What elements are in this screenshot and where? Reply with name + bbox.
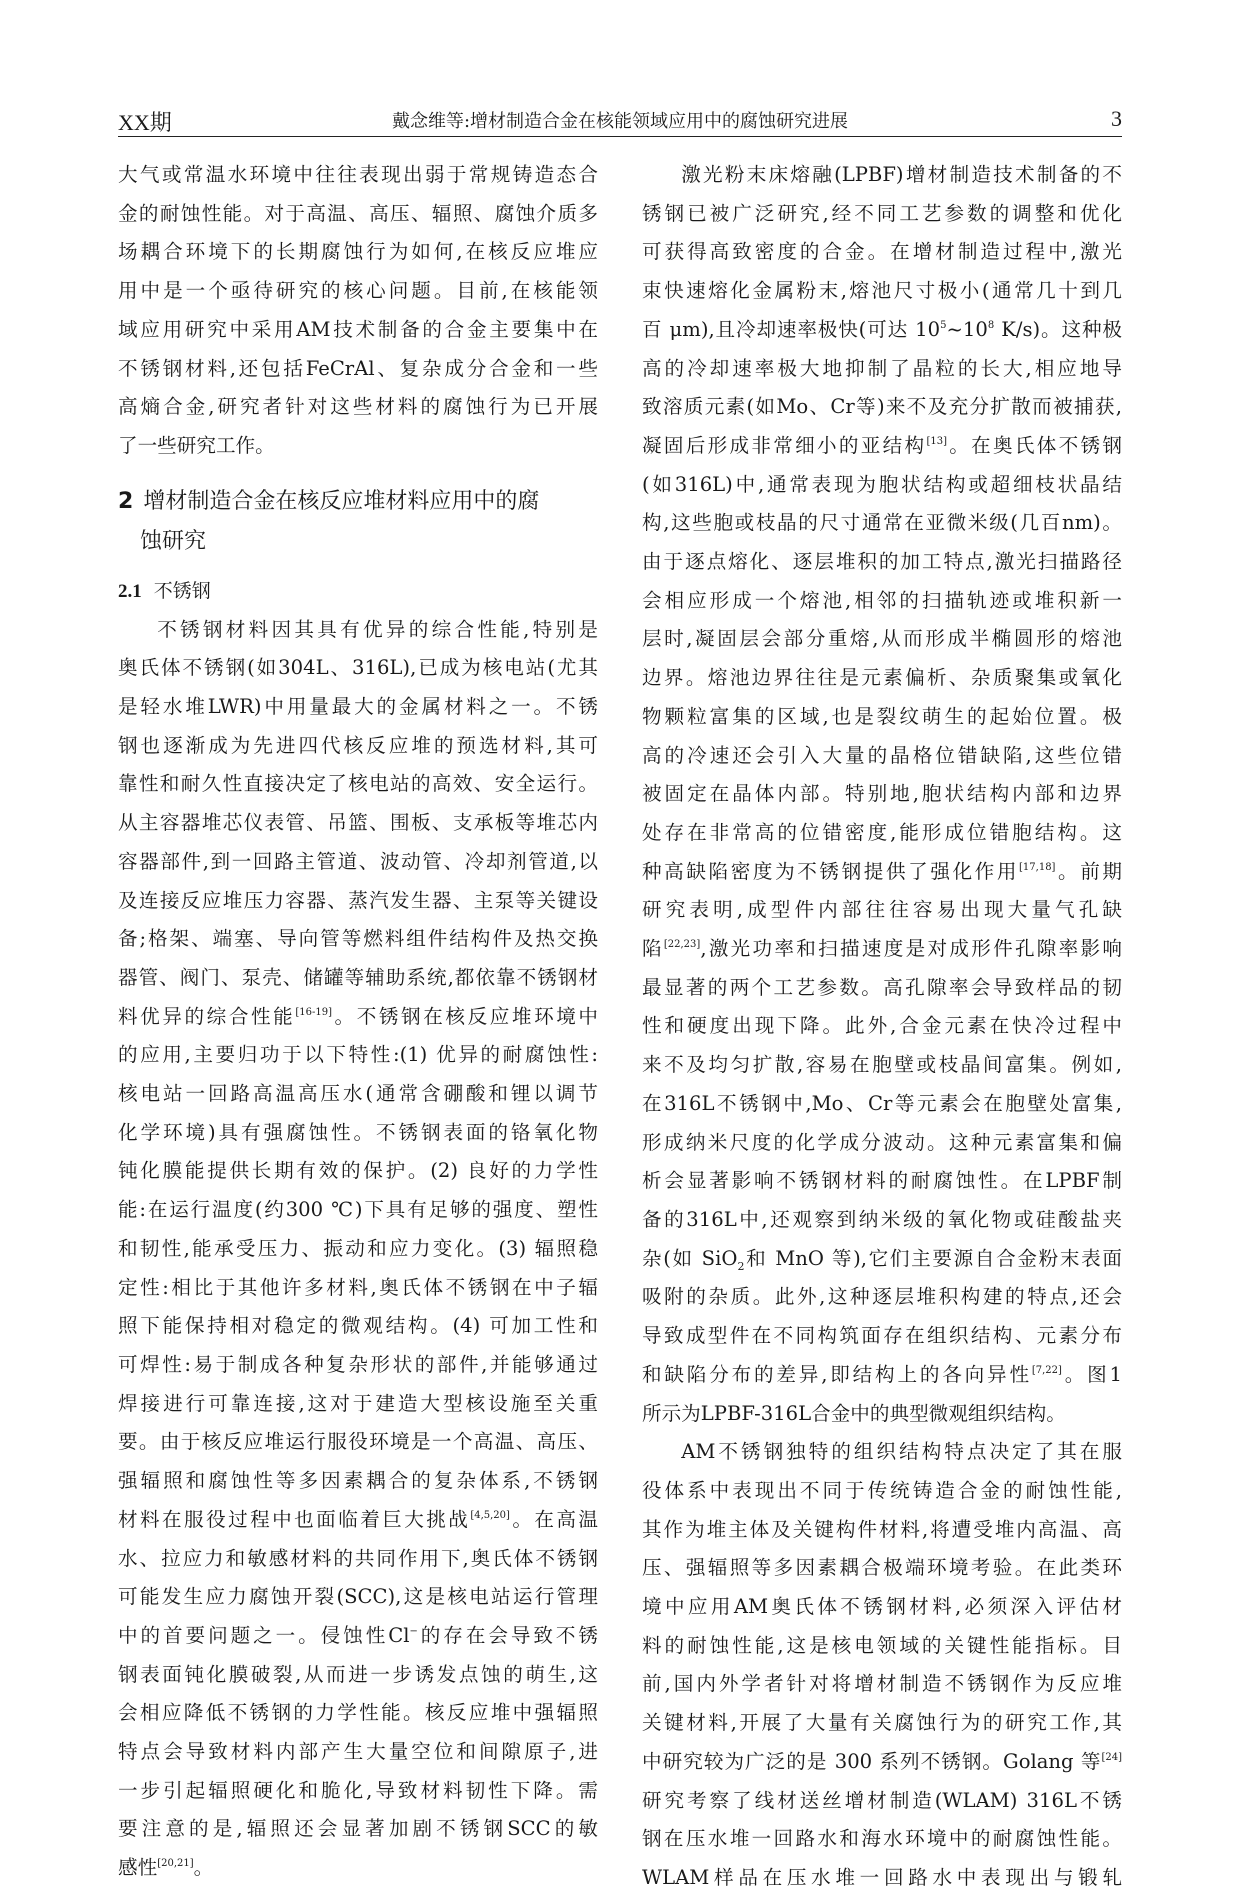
text-line: 吸附的杂质。此外,这种逐层堆积构建的特点,还会 <box>642 1285 1122 1309</box>
text-line: 关键材料,开展了大量有关腐蚀行为的研究工作,其 <box>642 1711 1122 1735</box>
text-line: 料的耐蚀性能,这是核电领域的关键性能指标。目 <box>642 1633 1122 1657</box>
citation: [17,18] <box>1019 861 1056 873</box>
text-line: 可能发生应力腐蚀开裂(SCC),这是核电站运行管理 <box>118 1585 598 1609</box>
text-line: 形成纳米尺度的化学成分波动。这种元素富集和偏 <box>642 1130 1122 1154</box>
text-line: 构,这些胞或枝晶的尺寸通常在亚微米级(几百nm)。 <box>642 511 1122 535</box>
text-line: 物颗粒富集的区域,也是裂纹萌生的起始位置。极 <box>642 704 1122 728</box>
text-line: 陷[22,23],激光功率和扫描速度是对成形件孔隙率影响 <box>642 937 1123 961</box>
text-line: 是轻水堆LWR)中用量最大的金属材料之一。不锈 <box>118 695 598 719</box>
text-line: 器管、阀门、泵壳、储罐等辅助系统,都依靠不锈钢材 <box>118 965 598 989</box>
exponent: 8 <box>987 319 995 331</box>
page-number: 3 <box>1111 106 1122 131</box>
text-line: 中的首要问题之一。侵蚀性Cl−的存在会导致不锈 <box>118 1623 598 1647</box>
text-line: 的应用,主要归功于以下特性:(1) 优异的耐腐蚀性: <box>118 1043 598 1067</box>
intro-paragraph <box>118 156 598 466</box>
text-line: 化学环境)具有强腐蚀性。不锈钢表面的铬氧化物 <box>118 1120 598 1144</box>
text-line: 能:在运行温度(约300 ℃)下具有足够的强度、塑性 <box>118 1198 598 1222</box>
text-line: (如316L)中,通常表现为胞状结构或超细枝状晶结 <box>642 472 1122 496</box>
citation: [22,23] <box>663 939 701 951</box>
section-number: 2 <box>118 488 134 514</box>
subsection-heading <box>118 572 598 611</box>
text-line: 焊接进行可靠连接,这对于建造大型核设施至关重 <box>118 1391 598 1415</box>
citation: [13] <box>926 435 947 447</box>
superscript: − <box>409 1625 418 1637</box>
text-line: 前,国内外学者针对将增材制造不锈钢作为反应堆 <box>642 1672 1122 1696</box>
text-line: 境中应用AM奥氏体不锈钢材料,必须深入评估材 <box>642 1595 1122 1619</box>
text-line: 析会显著影响不锈钢材料的耐腐蚀性。在LPBF制 <box>642 1169 1122 1193</box>
text-line: 了一些研究工作。 <box>118 433 275 457</box>
text-line: 靠性和耐久性直接决定了核电站的高效、安全运行。 <box>118 772 598 796</box>
text-line: 边界。熔池边界往往是元素偏析、杂质聚集或氧化 <box>642 666 1122 690</box>
text-line: 和韧性,能承受压力、振动和应力变化。(3) 辐照稳 <box>118 1236 598 1260</box>
text-line: 强辐照和腐蚀性等多因素耦合的复杂体系,不锈钢 <box>118 1469 598 1493</box>
running-header <box>118 100 1122 137</box>
text-line: 从主容器堆芯仪表管、吊篮、围板、支承板等堆芯内 <box>118 811 598 835</box>
citation: [20,21] <box>157 1858 194 1870</box>
subscript: 2 <box>737 1259 745 1273</box>
subsection-number: 2.1 <box>118 580 142 602</box>
citation: [24] <box>1101 1751 1122 1763</box>
stainless-steel-paragraph <box>118 611 598 1888</box>
text-line: 束快速熔化金属粉末,熔池尺寸极小(通常几十到几 <box>642 279 1122 303</box>
subsection-title: 不锈钢 <box>153 579 211 602</box>
text-line: 要注意的是,辐照还会显著加剧不锈钢SCC的敏 <box>118 1817 598 1841</box>
citation: [7,22] <box>1031 1364 1062 1376</box>
text-line: 会相应形成一个熔池,相邻的扫描轨迹或堆积新一 <box>642 588 1122 612</box>
text-line: 大气或常温水环境中往往表现出弱于常规铸造态合 <box>118 163 598 186</box>
text-line: 在316L不锈钢中,Mo、Cr等元素会在胞壁处富集, <box>642 1091 1122 1115</box>
text-line: 所示为LPBF-316L合金中的典型微观组织结构。 <box>642 1401 1066 1425</box>
section-title-line-2: 蚀研究 <box>140 528 207 554</box>
issue-label: XX期 <box>118 110 172 135</box>
am-stainless-paragraph <box>642 1433 1122 1897</box>
text-line: 料优异的综合性能[16-19]。不锈钢在核反应堆环境中 <box>118 1004 598 1028</box>
text-line: 和缺陷分布的差异,即结构上的各向异性[7,22]。图1 <box>642 1362 1122 1386</box>
text-line: 导致成型件在不同构筑面存在组织结构、元素分布 <box>642 1324 1122 1348</box>
text-line: 性和硬度出现下降。此外,合金元素在快冷过程中 <box>642 1014 1122 1038</box>
text-line: 不锈钢材料因其具有优异的综合性能,特别是 <box>157 617 598 641</box>
text-line: 高的冷速还会引入大量的晶格位错缺陷,这些位错 <box>642 743 1122 767</box>
running-title: 戴念维等:增材制造合金在核能领域应用中的腐蚀研究进展 <box>391 111 849 132</box>
text-line: 被固定在晶体内部。特别地,胞状结构内部和边界 <box>642 782 1122 806</box>
text-line: 杂(如 SiO$_2$和 MnO 等),它们主要源自合金粉末表面 <box>642 1246 1122 1273</box>
text-line: 研究考察了线材送丝增材制造(WLAM) 316L不锈 <box>642 1788 1122 1812</box>
text-line: 会相应降低不锈钢的力学性能。核反应堆中强辐照 <box>118 1701 598 1725</box>
text-line: 种高缺陷密度为不锈钢提供了强化作用[17,18]。前期 <box>642 859 1123 883</box>
text-line: 层时,凝固层会部分重熔,从而形成半椭圆形的熔池 <box>642 627 1122 651</box>
citation: [4,5,20] <box>470 1509 510 1521</box>
text-line: 域应用研究中采用AM技术制备的合金主要集中在 <box>118 317 598 341</box>
section-heading <box>118 482 598 562</box>
text-line: 感性[20,21]。 <box>118 1856 214 1880</box>
text-line: 一步引起辐照硬化和脆化,导致材料韧性下降。需 <box>118 1778 598 1802</box>
section-title-line-1: 增材制造合金在核反应堆材料应用中的腐 <box>143 488 540 514</box>
text-line: 核电站一回路高温高压水(通常含硼酸和锂以调节 <box>118 1082 598 1106</box>
text-line: 容器部件,到一回路主管道、波动管、冷却剂管道,以 <box>118 849 598 873</box>
text-line: 高的冷却速率极大地抑制了晶粒的长大,相应地导 <box>642 356 1122 380</box>
text-line: 高熵合金,研究者针对这些材料的腐蚀行为已开展 <box>118 395 598 419</box>
text-line: 备;格架、端塞、导向管等燃料组件结构件及热交换 <box>118 927 598 951</box>
right-column <box>642 156 1122 1898</box>
text-line: 钢表面钝化膜破裂,从而进一步诱发点蚀的萌生,这 <box>118 1662 598 1686</box>
text-line: 百 μm),且冷却速率极快(可达 $10^5\sim 10^8$ K/s)。这种极 <box>642 317 1122 341</box>
text-line: 由于逐点熔化、逐层堆积的加工特点,激光扫描路径 <box>642 550 1122 574</box>
text-line: 材料在服役过程中也面临着巨大挑战[4,5,20]。在高温 <box>118 1507 598 1531</box>
text-line: 特点会导致材料内部产生大量空位和间隙原子,进 <box>118 1740 598 1764</box>
text-line: 凝固后形成非常细小的亚结构[13]。在奥氏体不锈钢 <box>642 433 1123 457</box>
text-line: 钢也逐渐成为先进四代核反应堆的预选材料,其可 <box>118 733 598 757</box>
text-line: 研究表明,成型件内部往往容易出现大量气孔缺 <box>642 898 1122 922</box>
text-line: 用中是一个亟待研究的核心问题。目前,在核能领 <box>118 279 598 303</box>
text-line: 钢在压水堆一回路水和海水环境中的耐腐蚀性能。 <box>642 1827 1122 1851</box>
text-line: 致溶质元素(如Mo、Cr等)来不及充分扩散而被捕获, <box>642 395 1122 419</box>
text-line: 水、拉应力和敏感材料的共同作用下,奥氏体不锈钢 <box>118 1546 598 1570</box>
text-line: 中研究较为广泛的是 300 系列不锈钢。Golang 等[24] <box>642 1749 1122 1773</box>
text-line: 可焊性:易于制成各种复杂形状的部件,并能够通过 <box>118 1352 598 1376</box>
text-line: 金的耐蚀性能。对于高温、高压、辐照、腐蚀介质多 <box>118 201 598 225</box>
text-line: 役体系中表现出不同于传统铸造合金的耐蚀性能, <box>642 1478 1122 1502</box>
text-line: AM不锈钢独特的组织结构特点决定了其在服 <box>681 1440 1122 1464</box>
exponent: 5 <box>940 319 947 331</box>
text-line: 处存在非常高的位错密度,能形成位错胞结构。这 <box>642 820 1122 844</box>
text-line: 场耦合环境下的长期腐蚀行为如何,在核反应堆应 <box>118 240 598 264</box>
text-line: 照下能保持相对稳定的微观结构。(4) 可加工性和 <box>118 1314 598 1338</box>
left-column <box>118 156 598 1888</box>
text-line: 其作为堆主体及关键构件材料,将遭受堆内高温、高 <box>642 1517 1122 1541</box>
text-line: 定性:相比于其他许多材料,奥氏体不锈钢在中子辐 <box>118 1275 598 1299</box>
text-line: 不锈钢材料,还包括FeCrAl、复杂成分合金和一些 <box>118 356 598 380</box>
lpbf-paragraph <box>642 156 1122 1433</box>
text-line: WLAM样品在压水堆一回路水中表现出与锻轧 <box>642 1865 1122 1889</box>
text-line: 最显著的两个工艺参数。高孔隙率会导致样品的韧 <box>642 975 1122 999</box>
text-line: 及连接反应堆压力容器、蒸汽发生器、主泵等关键设 <box>118 888 598 912</box>
text-line: 锈钢已被广泛研究,经不同工艺参数的调整和优化 <box>642 201 1122 225</box>
citation: [16-19] <box>295 1006 332 1018</box>
text-line: 要。由于核反应堆运行服役环境是一个高温、高压、 <box>118 1430 598 1454</box>
text-line: 可获得高致密度的合金。在增材制造过程中,激光 <box>642 240 1122 264</box>
text-line: 来不及均匀扩散,容易在胞壁或枝晶间富集。例如, <box>642 1053 1122 1077</box>
text-line: 激光粉末床熔融(LPBF)增材制造技术制备的不 <box>681 163 1122 186</box>
text-line: 钝化膜能提供长期有效的保护。(2) 良好的力学性 <box>118 1159 598 1183</box>
text-line: 压、强辐照等多因素耦合极端环境考验。在此类环 <box>642 1556 1122 1580</box>
text-line: 奥氏体不锈钢(如304L、316L),已成为核电站(尤其 <box>118 656 598 680</box>
text-line: 备的316L中,还观察到纳米级的氧化物或硅酸盐夹 <box>642 1207 1122 1231</box>
